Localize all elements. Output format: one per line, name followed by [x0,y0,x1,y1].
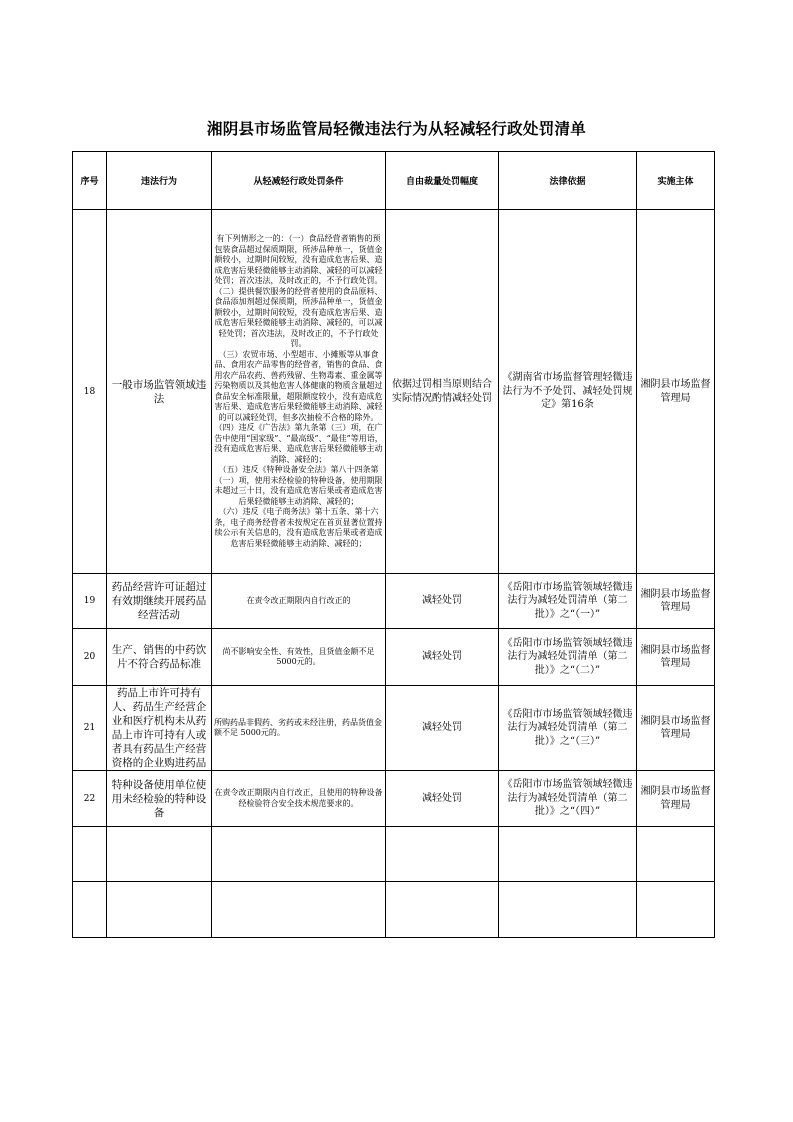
empty-cell [637,827,715,882]
document-title: 湘阴县市场监管局轻微违法行为从轻减轻行政处罚清单 [206,120,587,138]
row-number: 18 [73,210,107,574]
range-cell: 依据过罚相当原则结合实际情况酌情减轻处罚 [386,210,499,574]
org-cell: 湘阴县市场监督管理局 [637,629,715,686]
condition-item: （六）违反《电子商务法》第十五条、第十六条，电子商务经营者未按规定在首页显著位置持续公示有关信息的，没有造成危害后果或者造成危害后果轻微能够主动消除、减轻的； [214,507,383,548]
condition-item: 有下列情形之一的：（一）食品经营者销售的预包装食品超过保质期限，所涉品种单一，货值金额较小，过期时间较短，没有造成危害后果、造成危害后果轻微能够主动消除、减轻的可以减轻处罚；首次违法，及时改正的，不予行政处罚。 [214,234,383,285]
empty-cell [637,882,715,938]
empty-cell [212,827,386,882]
condition-cell [212,771,386,827]
table-row [73,574,715,629]
violation-cell: 一般市场监管领域违法 [107,210,212,574]
condition-item: 尚不影响安全性、有效性，且货值金额不足5000元的。 [222,646,375,666]
range-cell: 减轻处罚 [386,771,499,827]
header-condition: 从轻减轻行政处罚条件 [212,152,386,210]
header-org: 实施主体 [637,152,715,210]
basis-cell: 《湖南省市场监督管理轻微违法行为不予处罚、减轻处罚规定》第16条 [499,210,637,574]
condition-cell [212,574,386,629]
empty-cell [107,827,212,882]
condition-item: （四）违反《广告法》第九条第（三）项，在广告中使用“国家级”、“最高级”、“最佳”等用语，没有造成危害后果、造成危害后果轻微能够主动消除、减轻的； [214,423,383,464]
empty-cell [73,882,107,938]
range-cell: 减轻处罚 [386,629,499,686]
row-number: 19 [73,574,107,629]
empty-cell [107,882,212,938]
row-number: 20 [73,629,107,686]
empty-cell [386,882,499,938]
condition-item: 所购药品非假药、劣药或未经注册，药品货值金额不足 5000元的。 [214,717,382,737]
org-cell: 湘阴县市场监督管理局 [637,210,715,574]
condition-item: （二）提供餐饮服务的经营者使用的食品原料、食品添加剂超过保质期，所涉品种单一，货值金额较小，过期时间较短，没有造成危害后果、造成危害后果轻微能够主动消除、减轻的，可以减轻处罚；首次违法，及时改正的，不予行政处罚。 [214,286,383,348]
empty-cell [499,882,637,938]
condition-cell [212,629,386,686]
basis-cell: 《岳阳市市场监管领域轻微违法行为减轻处罚清单（第二批）》之“（一）” [499,574,637,629]
header-range: 自由裁量处罚幅度 [386,152,499,210]
basis-cell: 《岳阳市市场监管领域轻微违法行为减轻处罚清单（第二批）》之“（四）” [499,771,637,827]
condition-item: 在责令改正期限内自行改正，且使用的特种设备经检验符合安全技术规范要求的。 [214,788,383,808]
header-act: 违法行为 [107,152,212,210]
row-number: 22 [73,771,107,827]
range-cell: 减轻处罚 [386,574,499,629]
empty-cell [499,827,637,882]
violation-cell: 特种设备使用单位使用未经检验的特种设备 [107,771,212,827]
table-row [73,629,715,686]
row-number: 21 [73,686,107,771]
condition-item: 在责令改正期限内自行改正的 [246,595,351,605]
violation-cell: 药品经营许可证超过有效期继续开展药品经营活动 [107,574,212,629]
violation-cell: 药品上市许可持有人、药品生产经营企业和医疗机构未从药品上市许可持有人或者具有药品生产经营资格的企业购进药品 [107,686,212,771]
header-row [73,152,715,210]
org-cell: 湘阴县市场监督管理局 [637,574,715,629]
header-basis: 法律依据 [499,152,637,210]
range-cell: 减轻处罚 [386,686,499,771]
empty-cell [73,827,107,882]
basis-cell: 《岳阳市市场监管领域轻微违法行为减轻处罚清单（第二批）》之“（二）” [499,629,637,686]
empty-cell [212,882,386,938]
condition-item: （三）农贸市场、小型超市、小摊贩等从事食品、食用农产品零售的经营者，销售的食品、食用农产品农药、兽药残留、生物毒素、重金属等污染物质以及其他危害人体健康的物质含量超过食品安全标准限量，超限额度较小，没有造成危害后果、造成危害后果轻微能够主动消除、减轻的可以减轻处罚，但多次抽检不合格的除外。 [214,349,383,422]
condition-cell [212,686,386,771]
empty-row [73,882,715,938]
empty-cell [386,827,499,882]
table-row [73,686,715,771]
empty-row [73,827,715,882]
table-row [73,210,715,574]
basis-cell: 《岳阳市市场监管领域轻微违法行为减轻处罚清单（第二批）》之“（三）” [499,686,637,771]
penalty-table [72,151,715,938]
table-row [73,771,715,827]
condition-item: （五）违反《特种设备安全法》第八十四条第（一）项，使用未经检验的特种设备，使用期限未超过三十日，没有造成危害后果或者造成危害后果轻微能够主动消除、减轻的； [214,465,383,506]
org-cell: 湘阴县市场监督管理局 [637,771,715,827]
violation-cell: 生产、销售的中药饮片不符合药品标准 [107,629,212,686]
org-cell: 湘阴县市场监督管理局 [637,686,715,771]
condition-cell [212,210,386,574]
header-no: 序号 [73,152,107,210]
